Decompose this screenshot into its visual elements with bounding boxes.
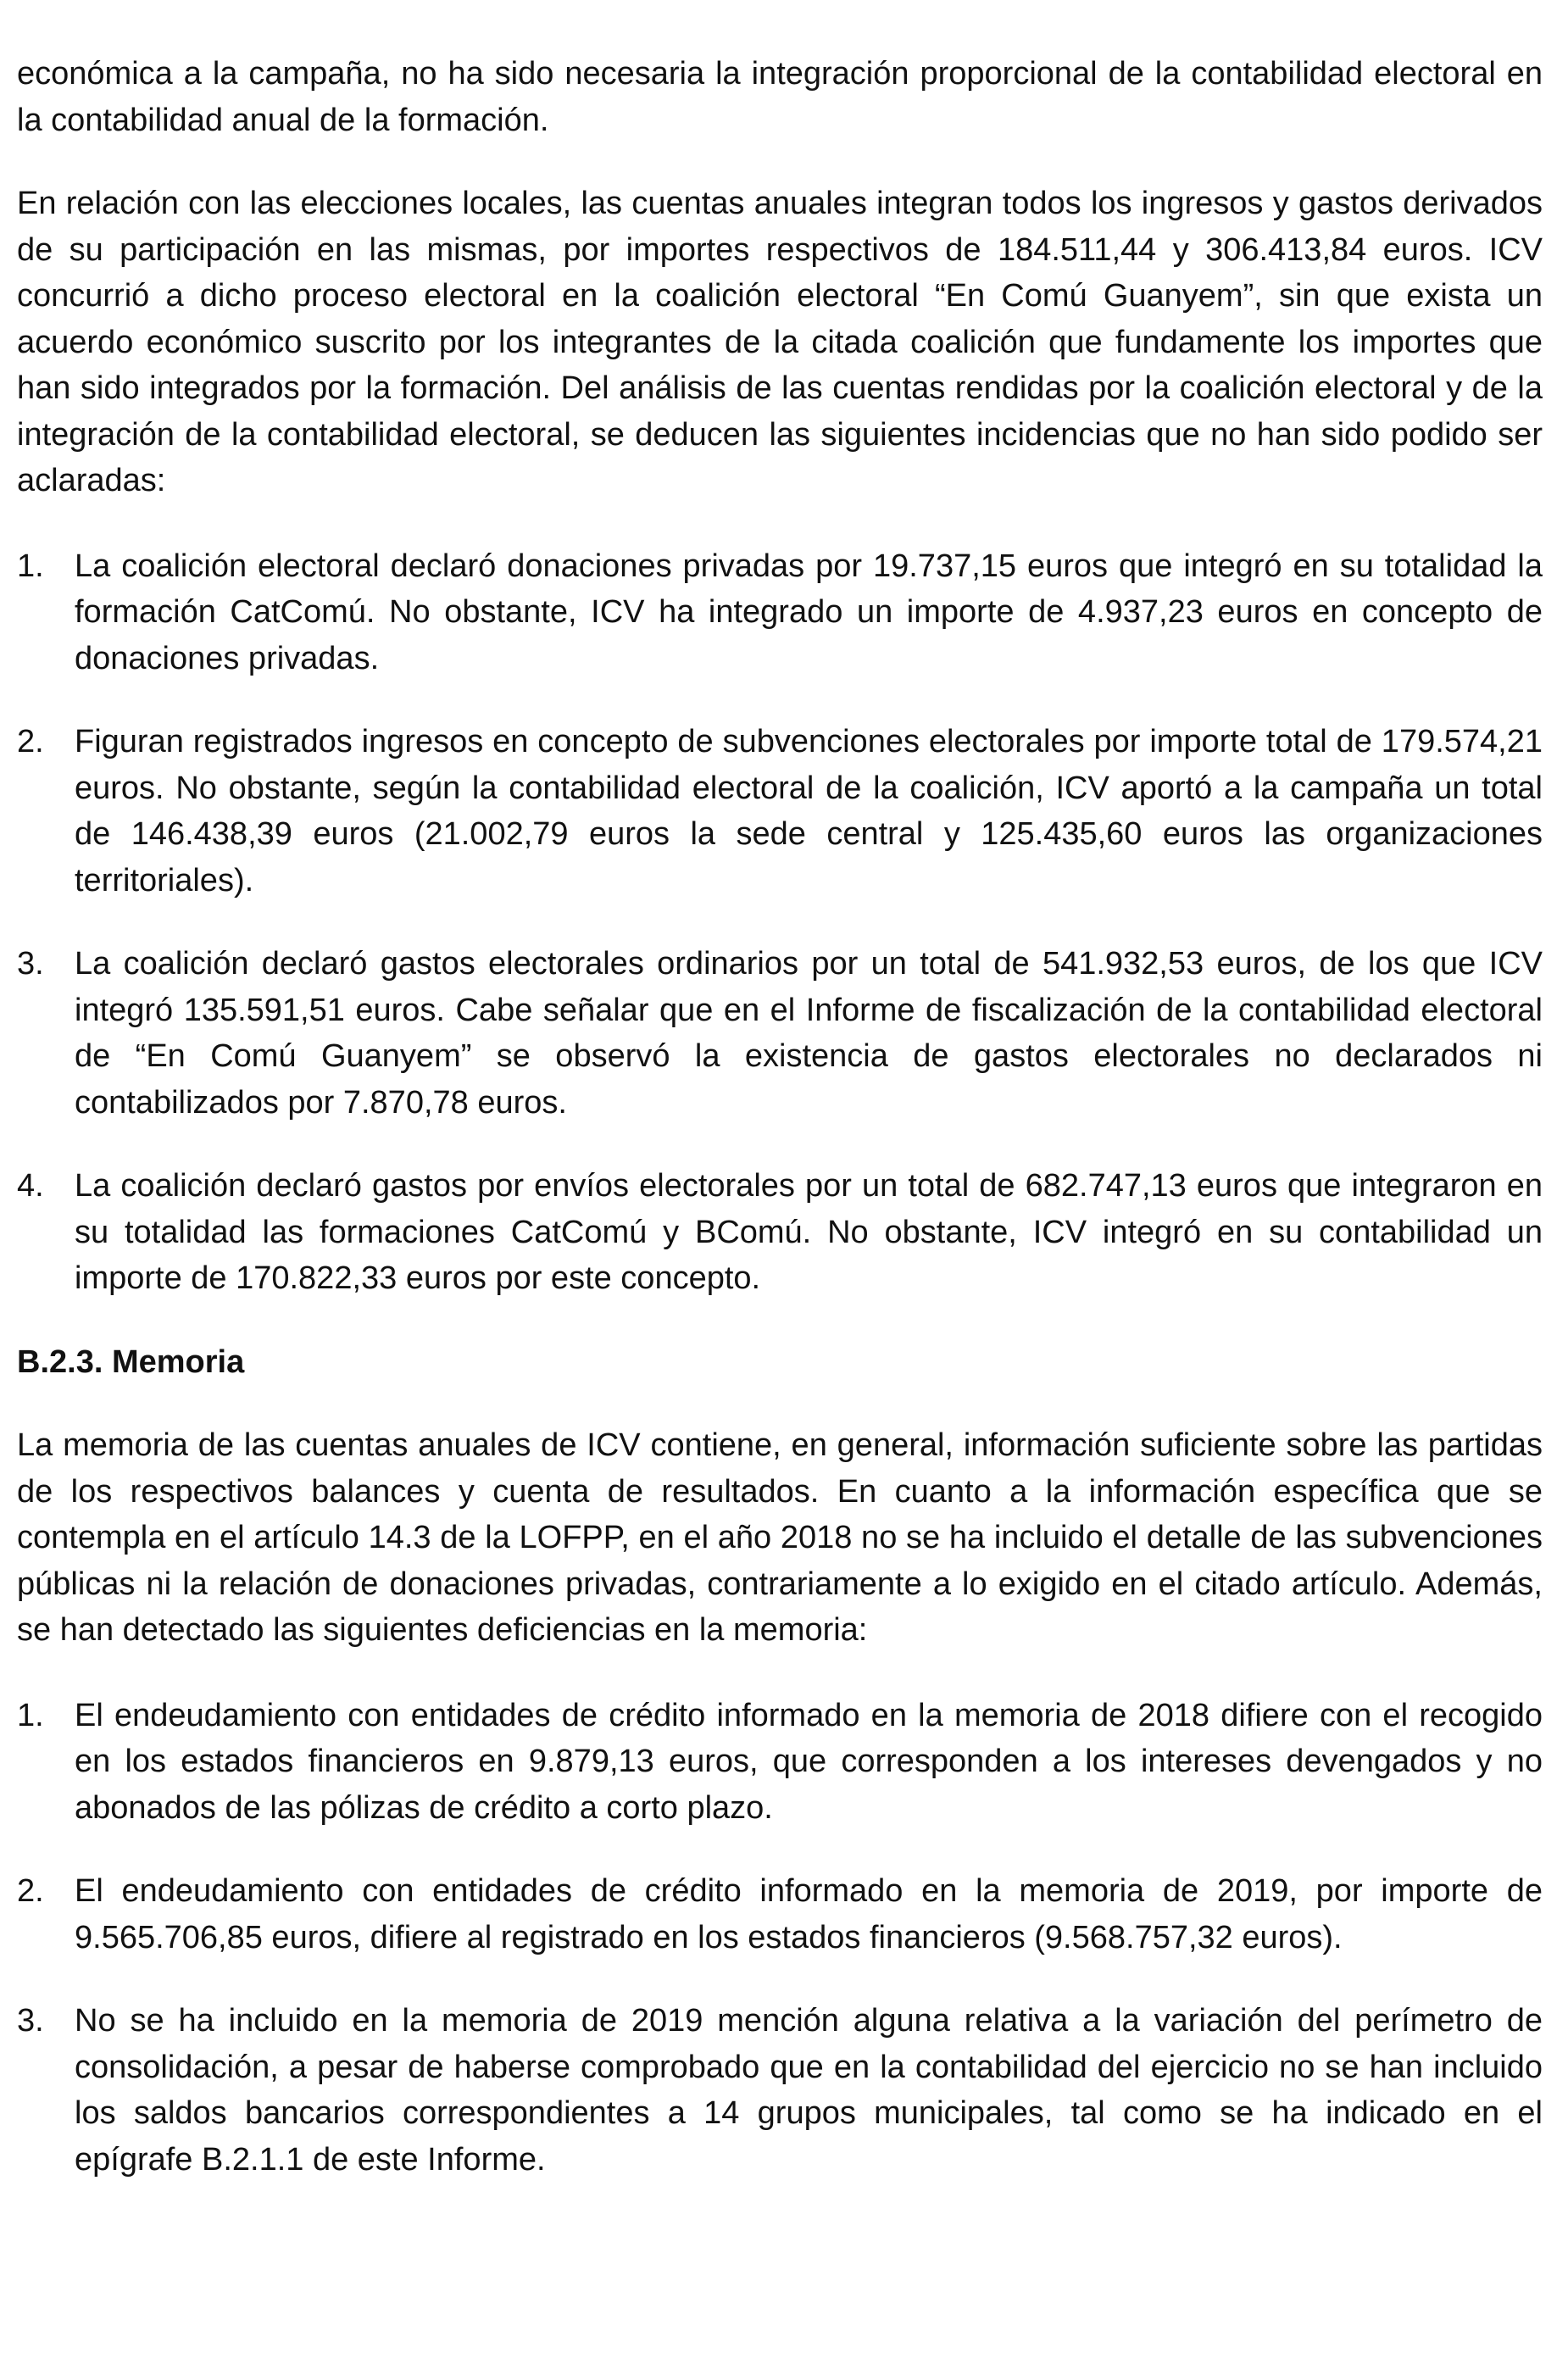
document-page bbox=[17, 51, 1543, 2220]
list-item bbox=[17, 1163, 1543, 1302]
list-item-text: La coalición declaró gastos electorales ordinarios por un total de 541.932,53 euros, de los que ICV integró 135.591,51 euros. Cabe señalar que en el Informe de fiscalización de la contabilidad electoral de “En Comú Guanyem” se observó la existencia de gastos electorales no declarados ni contabilizados por 7.870,78 euros. bbox=[75, 946, 1543, 1121]
deficiencias-list bbox=[17, 1693, 1543, 2183]
list-item-text: El endeudamiento con entidades de crédito informado en la memoria de 2019, por importe de 9.565.706,85 euros, difiere al registrado en los estados financieros (9.568.757,32 euros). bbox=[75, 1873, 1543, 1955]
list-item-number: 2. bbox=[17, 724, 44, 759]
list-item bbox=[17, 1693, 1543, 1832]
list-item-text: La coalición electoral declaró donaciones privadas por 19.737,15 euros que integró en su totalidad la formación CatComú. No obstante, ICV ha integrado un importe de 4.937,23 euros en concepto de donaciones privadas. bbox=[75, 548, 1543, 676]
list-item bbox=[17, 1868, 1543, 1961]
list-item-number: 2. bbox=[17, 1873, 44, 1909]
list-item-text: La coalición declaró gastos por envíos electorales por un total de 682.747,13 euros que integraron en su totalidad las formaciones CatComú y BComú. No obstante, ICV integró en su contabilidad un importe de 170.822,33 euros por este concepto. bbox=[75, 1168, 1543, 1296]
list-item-text: El endeudamiento con entidades de crédito informado en la memoria de 2018 difiere con el recogido en los estados financieros en 9.879,13 euros, que corresponden a los intereses devengados y no abonados de las pólizas de crédito a corto plazo. bbox=[75, 1697, 1543, 1826]
list-item bbox=[17, 1998, 1543, 2183]
list-item bbox=[17, 543, 1543, 682]
list-item-number: 4. bbox=[17, 1168, 44, 1204]
list-item bbox=[17, 941, 1543, 1126]
memoria-paragraph: La memoria de las cuentas anuales de ICV contiene, en general, información suficiente sobre las partidas de los respectivos balances y cuenta de resultados. En cuanto a la información específica que se contempla en el artículo 14.3 de la LOFPP, en el año 2018 no se ha incluido el detalle de las subvenciones públicas ni la relación de donaciones privadas, contrariamente a lo exigido en el citado artículo. Además, se han detectado las siguientes deficiencias en la memoria: bbox=[17, 1427, 1543, 1648]
list-item-number: 1. bbox=[17, 1697, 44, 1733]
intro-paragraph-1: económica a la campaña, no ha sido necesaria la integración proporcional de la contabilidad electoral en la contabilidad anual de la formación. bbox=[17, 56, 1543, 138]
list-item-number: 3. bbox=[17, 946, 44, 982]
section-heading-memoria: B.2.3. Memoria bbox=[17, 1343, 245, 1380]
intro-paragraph-2: En relación con las elecciones locales, las cuentas anuales integran todos los ingresos y gastos derivados de su participación en las mismas, por importes respectivos de 184.511,44 y 306.413,84 euros. ICV concurrió a dicho proceso electoral en la coalición electoral “En Comú Guanyem”, sin que exista un acuerdo económico suscrito por los integrantes de la citada coalición que fundamente los importes que han sido integrados por la formación. Del análisis de las cuentas rendidas por la coalición electoral y de la integración de la contabilidad electoral, se deducen las siguientes incidencias que no han sido podido ser aclaradas: bbox=[17, 186, 1543, 498]
list-item-number: 1. bbox=[17, 548, 44, 584]
incidencias-list bbox=[17, 543, 1543, 1302]
list-item bbox=[17, 719, 1543, 904]
list-item-number: 3. bbox=[17, 2003, 44, 2039]
list-item-text: Figuran registrados ingresos en concepto de subvenciones electorales por importe total de 179.574,21 euros. No obstante, según la contabilidad electoral de la coalición, ICV aportó a la campaña un total de 146.438,39 euros (21.002,79 euros la sede central y 125.435,60 euros las organizaciones territoriales). bbox=[75, 724, 1543, 898]
list-item-text: No se ha incluido en la memoria de 2019 mención alguna relativa a la variación del perímetro de consolidación, a pesar de haberse comprobado que en la contabilidad del ejercicio no se han incluido los saldos bancarios correspondientes a 14 grupos municipales, tal como se ha indicado en el epígrafe B.2.1.1 de este Informe. bbox=[75, 2003, 1543, 2178]
